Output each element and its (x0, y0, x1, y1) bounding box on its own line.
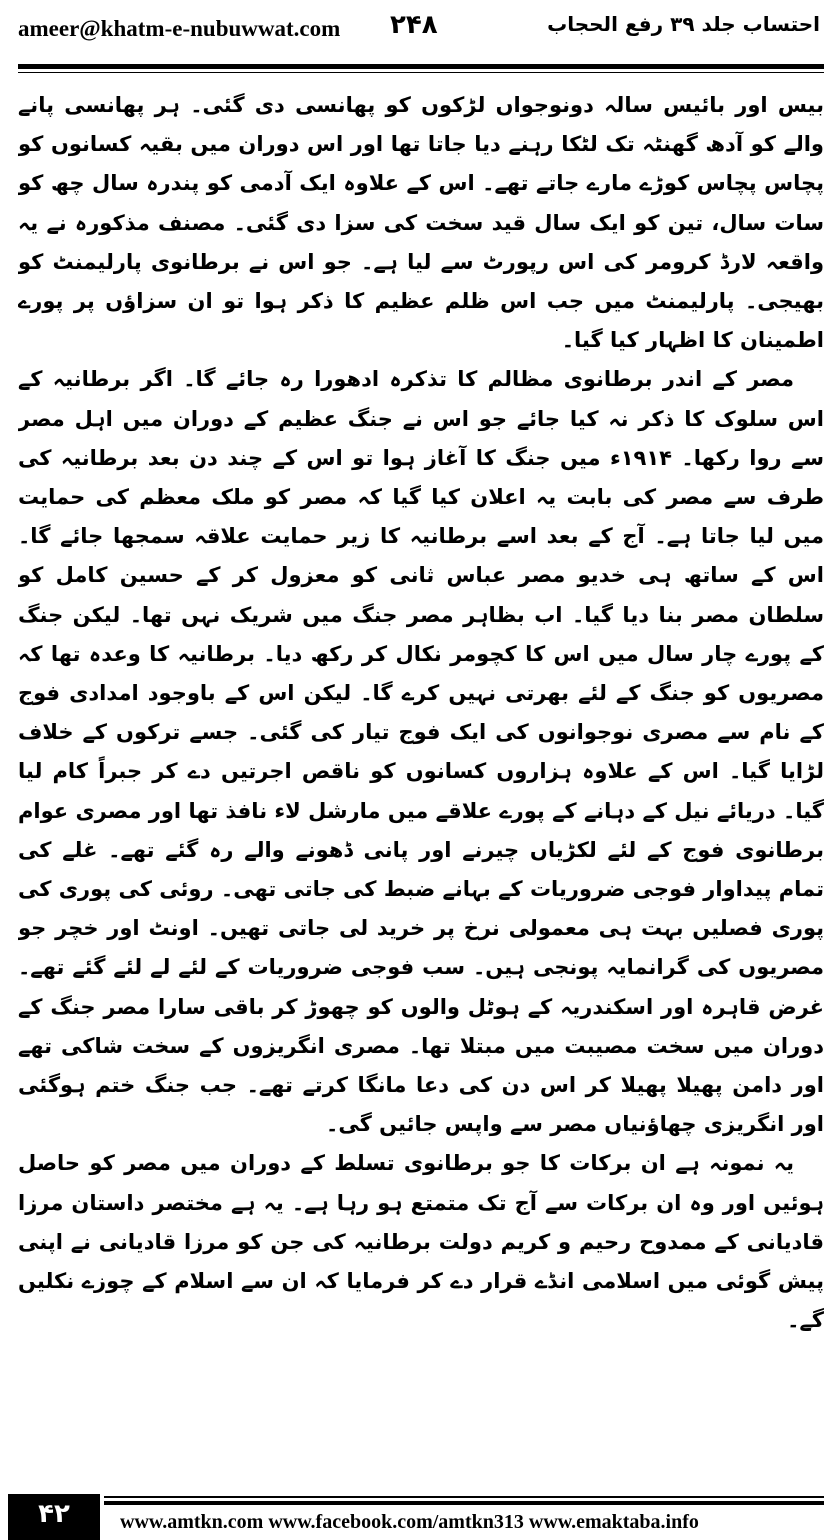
paragraph-2: مصر کے اندر برطانوی مظالم کا تذکرہ ادھورا رہ جائے گا۔ اگر برطانیہ کے اس سلوک کا ذکر نہ کیا جائے جو اس نے جنگ عظیم کے دوران میں اہل مصر سے روا رکھا۔ ۱۹۱۴ء میں جنگ کا آغاز ہوا تو اس کے چند دن بعد برطانیہ کی طرف سے مصر کی بابت یہ اعلان کیا گیا کہ مصر کو ملک معظم کی حمایت میں لیا جاتا ہے۔ آج کے بعد اسے برطانیہ کا زیر حمایت علاقہ سمجھا جائے گا۔ اس کے ساتھ ہی خدیو مصر عباس ثانی کو معزول کر کے حسین کامل کو سلطان مصر بنا دیا گیا۔ اب بظاہر مصر جنگ میں شریک نہں تھا۔ لیکن جنگ کے پورے چار سال میں اس کا کچومر نکال کر رکھ دیا۔ برطانیہ کا وعدہ تھا کہ مصریوں کو جنگ کے لئے بھرتی نہیں کرے گا۔ لیکن اس کے باوجود امدادی فوج کے نام سے مصری نوجوانوں کی ایک فوج تیار کی گئی۔ جسے ترکوں کے خلاف لڑایا گیا۔ اس کے علاوہ ہزاروں کسانوں کو ناقص اجرتیں دے کر جبراً کام لیا گیا۔ دریائے نیل کے دہانے کے پورے علاقے میں مارشل لاء نافذ تھا اور مصری عوام برطانوی فوج کے لئے لکڑیاں چیرنے اور پانی ڈھونے والے رہ گئے تھے۔ غلے کی تمام پیداوار فوجی ضروریات کے بہانے ضبط کی جاتی تھی۔ روئی کی پوری کی پوری فصلیں بہت ہی معمولی نرخ پر خرید لی جاتی تھیں۔ اونٹ اور خچر جو مصریوں کی گرانمایہ پونجی ہیں۔ سب فوجی ضروریات کے لئے لے لئے گئے تھے۔ غرض قاہرہ اور اسکندریہ کے ہوٹل والوں کو چھوڑ کر باقی سارا مصر جنگ کے دوران میں سخت مصیبت میں مبتلا تھا۔ مصری انگریزوں کے سخت شاکی تھے اور دامن پھیلا پھیلا کر اس دن کی دعا مانگا کرتے تھے۔ جب جنگ ختم ہوگئی اور انگریزی چھاؤنیاں مصر سے واپس جائیں گی۔ (18, 367, 824, 1137)
header-rule-thick (18, 64, 824, 69)
footer-rule-thin (104, 1496, 824, 1498)
footer-website-links[interactable]: www.amtkn.com www.facebook.com/amtkn313 www.emaktaba.info (120, 1511, 699, 1533)
header-page-number: ۲۴۸ (390, 10, 438, 40)
footer-rule-thick (104, 1501, 824, 1505)
body-text (18, 86, 824, 1476)
paragraph-1: بیس اور بائیس سالہ دونوجواں لڑکوں کو پھانسی دی گئی۔ ہر پھانسی پانے والے کو آدھ گھنٹہ تک لٹکا رہنے دیا جاتا تھا اور اس دوران میں بقیہ کسانوں کو پچاس پچاس کوڑے مارے جاتے تھے۔ اس کے علاوہ ایک آدمی کو پندرہ سال چھ کو سات سال، تین کو ایک سال قید سخت کی سزا دی گئی۔ مصنف مذکورہ نے یہ واقعہ لارڈ کرومر کی اس رپورٹ سے لیا ہے۔ جو اس نے برطانوی پارلیمنٹ کو بھیجی۔ پارلیمنٹ میں جب اس ظلم عظیم کا ذکر ہوا تو ان سزاؤں پر پورے اطمینان کا اظہار کیا گیا۔ (18, 93, 824, 353)
header-book-title: احتساب جلد ۳۹ رفع الحجاب (547, 12, 820, 36)
paragraph-3: یہ نمونہ ہے ان برکات کا جو برطانوی تسلط کے دوران میں مصر کو حاصل ہوئیں اور وہ ان برکات سے آج تک متمتع ہو رہا ہے۔ یہ ہے مختصر داستان مرزا قادیانی کے ممدوح رحیم و کریم دولت برطانیہ کی جن کو مرزا قادیانی نے اپنی پیش گوئی میں اسلامی انڈے قرار دے کر فرمایا کہ ان سے اسلام کے چوزے نکلیں گے۔ (18, 1151, 824, 1333)
footer-page-number: ۴۲ (8, 1494, 100, 1540)
page-footer (0, 1488, 840, 1540)
page-header (0, 0, 840, 62)
header-rule-thin (18, 72, 824, 73)
header-email[interactable]: ameer@khatm-e-nubuwwat.com (18, 16, 341, 41)
